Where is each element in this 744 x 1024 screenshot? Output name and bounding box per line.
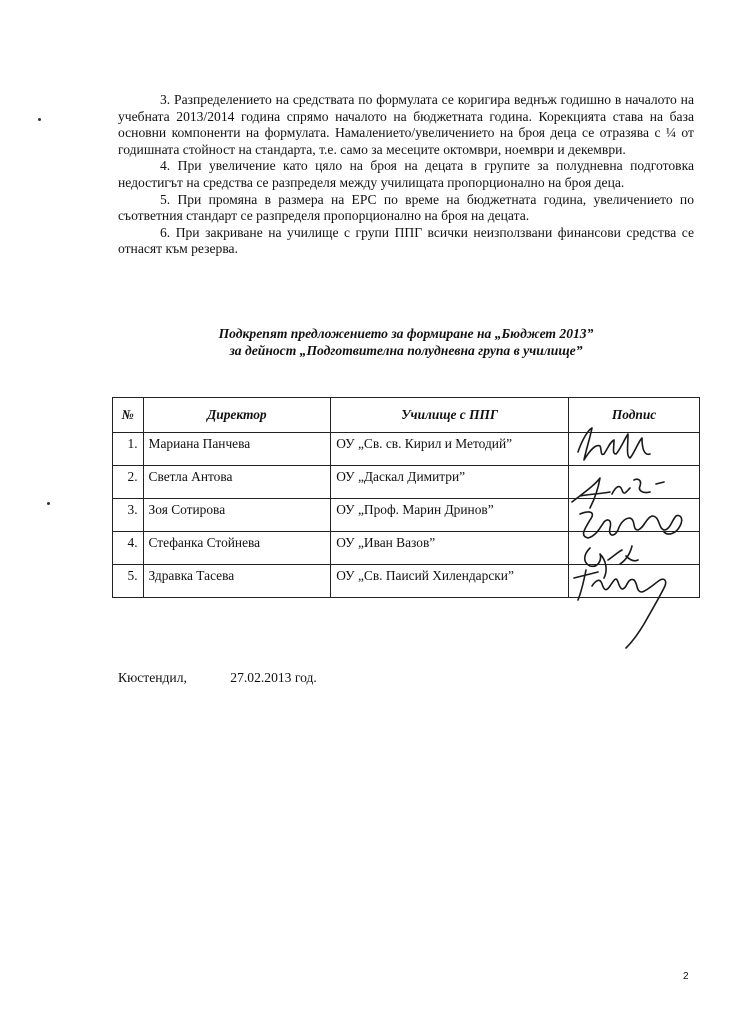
scan-speck: [38, 118, 41, 121]
paragraph-3: 3. Разпределението на средствата по формулата се коригира веднъж годишно в началото на учебната 2013/2014 година спрямо началото на бюджетната година. Корекцията става на база основни компоненти на формулата. Намалението/увеличението на броя деца се отразява с ¼ от годишната стойност на стандарта, т.е. само за месеците октомври, ноември и декември.: [118, 92, 694, 157]
header-director: Директор: [143, 398, 331, 433]
signature-1: [578, 428, 650, 460]
row-num: 4.: [113, 532, 144, 565]
page-number: 2: [683, 971, 689, 982]
row-director: Зоя Сотирова: [143, 499, 331, 532]
row-num: 5.: [113, 565, 144, 598]
footer-place: Кюстендил,: [118, 670, 187, 685]
row-num: 3.: [113, 499, 144, 532]
heading-line-1: Подкрепят предложението за формиране на „Бюджет 2013”: [218, 326, 594, 341]
row-director: Здравка Тасева: [143, 565, 331, 598]
row-director: Светла Антова: [143, 466, 331, 499]
row-school: ОУ „Иван Вазов”: [331, 532, 569, 565]
header-signature: Подпис: [569, 398, 700, 433]
heading-line-2: за дейност „Подготвителна полудневна група в училище”: [229, 343, 583, 358]
paragraph-6: 6. При закриване на училище с групи ППГ всички неизползвани финансови средства се отнасят към резерва.: [118, 224, 694, 257]
row-school: ОУ „Св. Паисий Хилендарски”: [331, 565, 569, 598]
signature-3: [580, 512, 682, 538]
signature-5: [574, 570, 666, 648]
header-num: №: [113, 398, 144, 433]
row-director: Мариана Панчева: [143, 433, 331, 466]
row-num: 1.: [113, 433, 144, 466]
signature-2: [572, 478, 664, 508]
paragraph-4: 4. При увеличение като цяло на броя на децата в групите за полудневна подготовка недостигът на средства се разпределя между училищата пропорционално на броя деца.: [118, 158, 694, 190]
row-director: Стефанка Стойнева: [143, 532, 331, 565]
section-heading: [118, 325, 694, 359]
scan-speck: [47, 502, 50, 505]
footer-place-date: [118, 670, 317, 686]
header-school: Училище с ППГ: [331, 398, 569, 433]
row-school: ОУ „Св. св. Кирил и Методий”: [331, 433, 569, 466]
paragraph-5: 5. При промяна в размера на ЕРС по време на бюджетната година, увеличението по съответния стандарт се разпределя пропорционално на броя на децата.: [118, 191, 694, 224]
row-num: 2.: [113, 466, 144, 499]
row-school: ОУ „Проф. Марин Дринов”: [331, 499, 569, 532]
handwritten-signatures: [560, 420, 700, 650]
footer-date: 27.02.2013 год.: [230, 670, 317, 685]
body-text: [118, 92, 694, 258]
row-school: ОУ „Даскал Димитри”: [331, 466, 569, 499]
